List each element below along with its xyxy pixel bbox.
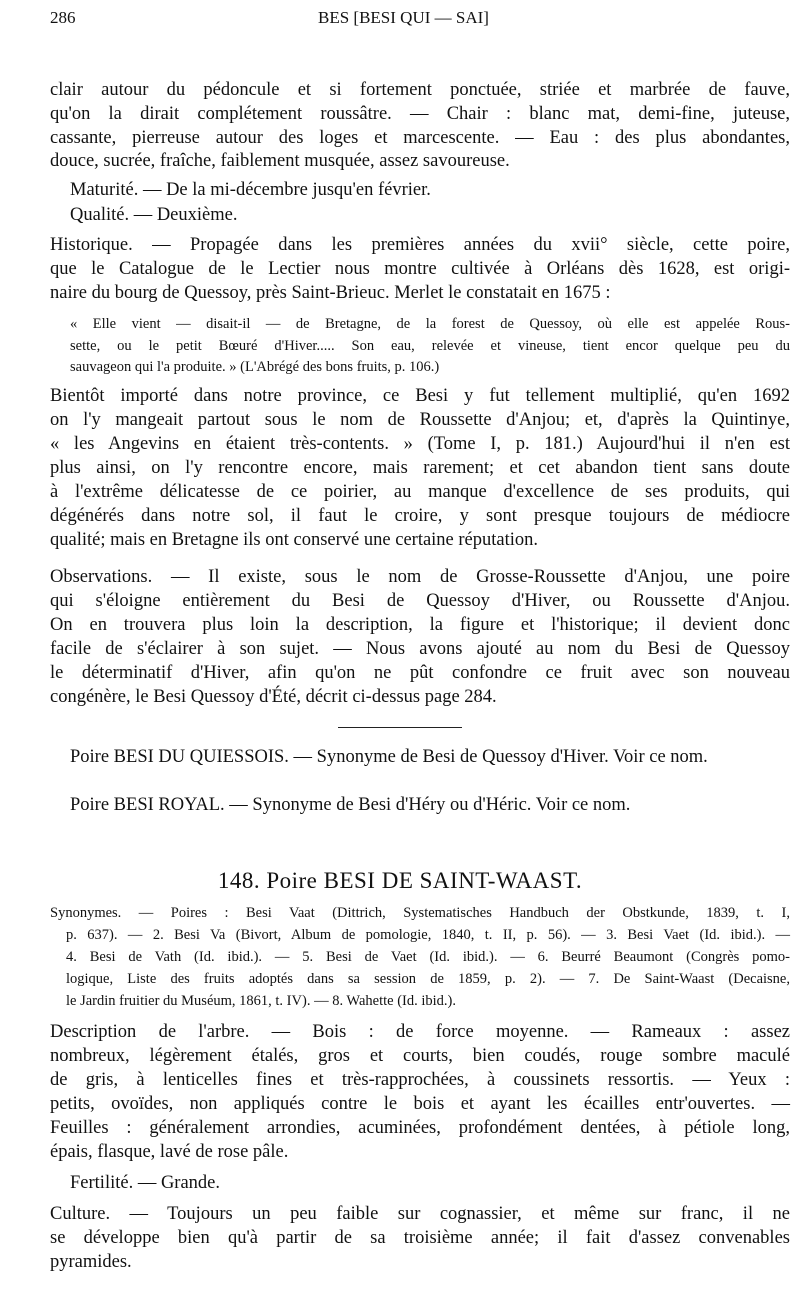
culture-line: pyramides. <box>50 1252 132 1272</box>
historique-line: que le Catalogue de le Lectier nous montre cultivée à Orléans dès 1628, est origi- <box>50 259 790 279</box>
culture-line: se développe bien qu'à partir de sa troisième année; il fait d'assez convenables <box>50 1228 790 1248</box>
bientot-line: on l'y mangeait partout sous le nom de Roussette d'Anjou; et, d'après la Quintinye, <box>50 410 790 430</box>
bientot-line: Bientôt importé dans notre province, ce Besi y fut tellement multiplié, qu'en 1692 <box>50 386 790 406</box>
synonymes-line: logique, Liste des fruits adoptés dans sa session de 1859, p. 2). — 7. De Saint-Waast (Decaisne, <box>66 971 790 987</box>
synonymes-line: 4. Besi de Vath (Id. ibid.). — 5. Besi de Vaet (Id. ibid.). — 6. Beurré Beaumont (Congrès pomo- <box>66 949 790 965</box>
qualite-line: Qualité. — Deuxième. <box>70 205 238 225</box>
page-number: 286 <box>50 8 76 27</box>
running-title: BES [BESI QUI — SAI] <box>318 8 489 27</box>
section-divider <box>338 727 462 728</box>
synonym-quiessois-line: Poire BESI DU QUIESSOIS. — Synonyme de Besi de Quessoy d'Hiver. Voir ce nom. <box>70 747 708 767</box>
bientot-line: dégénérés dans notre sol, il faut le croire, y sont presque toujours de médiocre <box>50 506 790 526</box>
description-arbre-line: petits, ovoïdes, non appliqués contre le bois et ayant les écailles entr'ouvertes. — <box>50 1094 790 1114</box>
description-arbre-line: Feuilles : généralement arrondies, acuminées, profondément dentées, à pétiole long, <box>50 1118 790 1138</box>
quote-line: « Elle vient — disait-il — de Bretagne, de la forest de Quessoy, où elle est appelée Rous- <box>70 316 790 332</box>
observations-line: facile de s'éclairer à son sujet. — Nous avons ajouté au nom du Besi de Quessoy <box>50 639 790 659</box>
para-description-fruit-line: qu'on la dirait complétement roussâtre. — Chair : blanc mat, demi-fine, juteuse, <box>50 103 790 124</box>
bientot-line: qualité; mais en Bretagne ils ont conservé une certaine réputation. <box>50 530 539 550</box>
bientot-line: à l'extrême délicatesse de ce poirier, au manque d'excellence de ses produits, qui <box>50 482 790 502</box>
para-description-fruit-line: clair autour du pédoncule et si fortement ponctuée, striée et marbrée de fauve, <box>50 80 790 100</box>
synonymes-line: p. 637). — 2. Besi Va (Bivort, Album de pomologie, 1840, t. II, p. 56). — 3. Besi Vaet (Id. ibid.). — <box>66 927 790 943</box>
observations-line: On en trouvera plus loin la description, la figure et l'historique; il devient donc <box>50 615 790 635</box>
description-arbre-line: de gris, à lenticelles fines et très-rapprochées, à coussinets ressortis. — Yeux : <box>50 1070 790 1090</box>
description-arbre-line: Description de l'arbre. — Bois : de force moyenne. — Rameaux : assez <box>50 1022 790 1042</box>
fertilite-line: Fertilité. — Grande. <box>70 1173 221 1193</box>
section-title: 148. Poire BESI DE SAINT-WAAST. <box>217 868 583 893</box>
quote-line: sette, ou le petit Bœuré d'Hiver..... Son eau, relevée et vineuse, tient encor quelque peu du <box>70 337 790 354</box>
synonymes-line: Synonymes. — Poires : Besi Vaat (Dittrich, Systematisches Handbuch der Obstkunde, 1839, t. I, <box>50 905 790 921</box>
observations-line: le déterminatif d'Hiver, afin qu'on ne pût confondre ce fruit avec son nouveau <box>50 663 790 683</box>
para-description-fruit-line: cassante, pierreuse autour des loges et marcescente. — Eau : des plus abondantes, <box>50 127 790 148</box>
maturite-line: Maturité. — De la mi-décembre jusqu'en février. <box>70 180 431 200</box>
synonym-royal-line: Poire BESI ROYAL. — Synonyme de Besi d'Héry ou d'Héric. Voir ce nom. <box>70 795 631 815</box>
synonymes-line: le Jardin fruitier du Muséum, 1861, t. IV). — 8. Wahette (Id. ibid.). <box>66 993 456 1009</box>
bientot-line: plus ainsi, on l'y rencontre encore, mais rarement; et cet abandon tient sans doute <box>50 458 790 478</box>
description-arbre-line: épais, flasque, lavé de rose pâle. <box>50 1142 289 1162</box>
description-arbre-line: nombreux, légèrement étalés, gros et courts, bien coudés, rouge sombre maculé <box>50 1046 790 1066</box>
quote-line: sauvageon qui l'a produite. » (L'Abrégé des bons fruits, p. 106.) <box>70 359 440 375</box>
observations-line: Observations. — Il existe, sous le nom de Grosse-Roussette d'Anjou, une poire <box>50 567 790 587</box>
bientot-line: « les Angevins en étaient très-contents. » (Tome I, p. 181.) Aujourd'hui il n'en est <box>50 434 790 454</box>
para-description-fruit-line: douce, sucrée, fraîche, faiblement musquée, assez savoureuse. <box>50 151 510 172</box>
historique-line: Historique. — Propagée dans les premières années du xvii° siècle, cette poire, <box>50 235 790 255</box>
observations-line: congénère, le Besi Quessoy d'Été, décrit ci-dessus page 284. <box>50 687 497 707</box>
observations-line: qui s'éloigne entièrement du Besi de Quessoy d'Hiver, ou Roussette d'Anjou. <box>50 591 790 611</box>
historique-line: naire du bourg de Quessoy, près Saint-Brieuc. Merlet le constatait en 1675 : <box>50 283 611 303</box>
culture-line: Culture. — Toujours un peu faible sur cognassier, et même sur franc, il ne <box>50 1204 790 1224</box>
